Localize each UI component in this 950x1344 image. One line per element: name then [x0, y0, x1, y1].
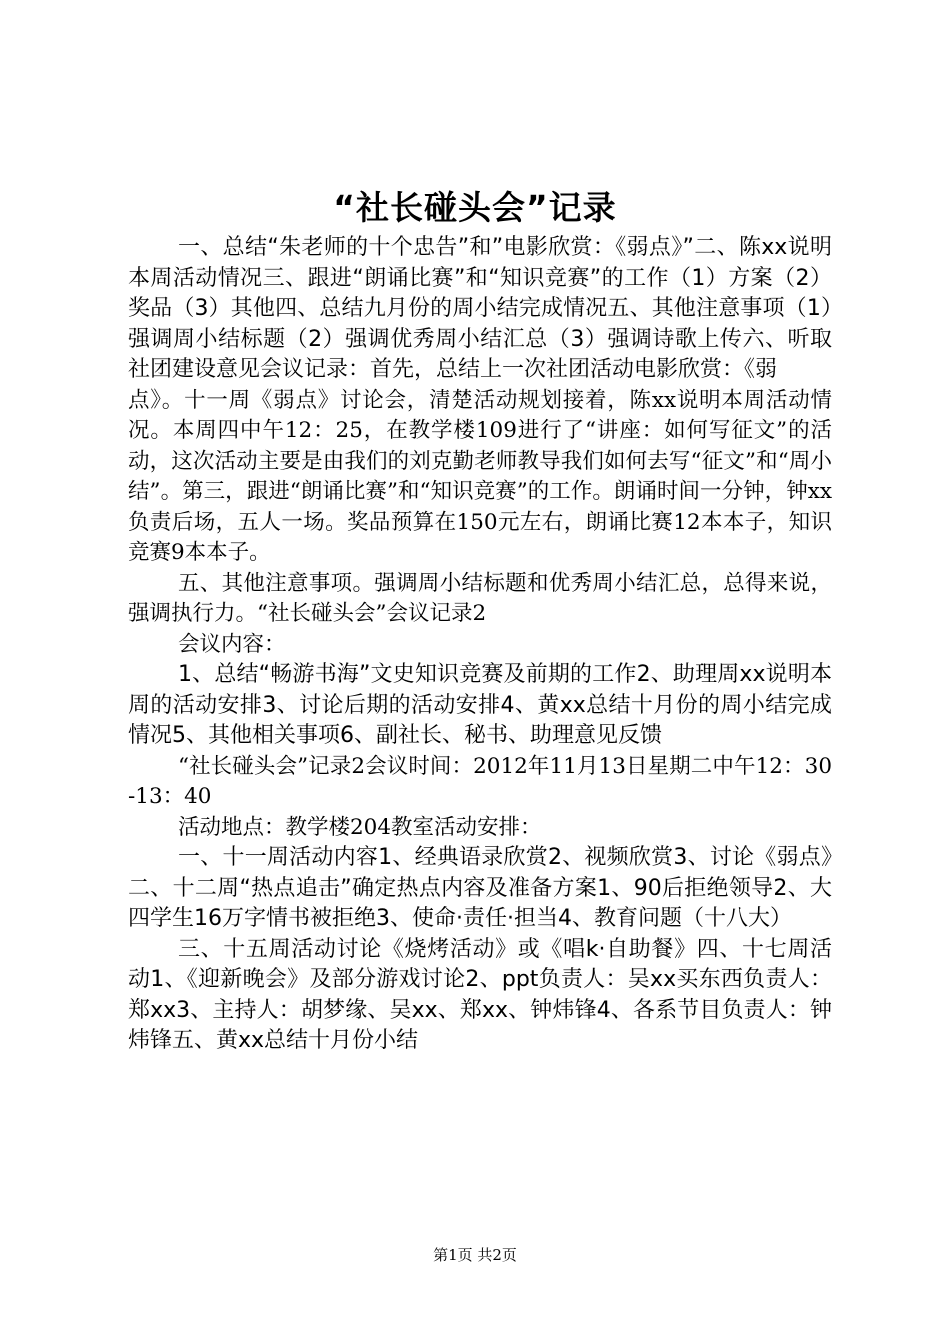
paragraph-minutes-2: 五、其他注意事项。强调周小结标题和优秀周小结汇总，总得来说，强调执行力。“社长碰头会”会议记录2: [128, 570, 832, 626]
document-title: “社长碰头会”记录: [333, 188, 617, 227]
document-body: [128, 233, 832, 1057]
paragraph-minutes-1: 点》。十一周《弱点》讨论会，清楚活动规划接着，陈xx说明本周活动情况。本周四中午12：25，在教学楼109进行了“讲座：如何写征文”的活动，这次活动主要是由我们的刘克勤老师教导我们如何去写“征文”和“周小结”。第三，跟进“朗诵比赛”和“知识竞赛”的工作。朗诵时间一分钟，钟xx负责后场，五人一场。奖品预算在150元左右，朗诵比赛12本本子，知识竞赛9本本子。: [128, 387, 832, 565]
paragraph-agenda-1: 一、总结“朱老师的十个忠告”和”电影欣赏：《弱点》”二、陈xx说明本周活动情况三、跟进“朗诵比赛”和“知识竞赛”的工作（1）方案（2）奖品（3）其他四、总结九月份的周小结完成情况五、其他注意事项（1）强调周小结标题（2）强调优秀周小结汇总（3）强调诗歌上传六、听取社团建设意见会议记录：首先，总结上一次社团活动电影欣赏：《弱: [128, 235, 832, 382]
page-number-footer: 第1页 共2页: [433, 1246, 517, 1264]
paragraph-meeting-location: 活动地点：教学楼204教室活动安排：: [178, 814, 542, 840]
paragraph-meeting-time: “社长碰头会”记录2会议时间：2012年11月13日星期二中午12：30-13：40: [128, 753, 832, 809]
paragraph-meeting-content-label: 会议内容：: [178, 631, 286, 657]
paragraph-agenda-2: 1、总结“畅游书海”文史知识竞赛及前期的工作2、助理周xx说明本周的活动安排3、讨论后期的活动安排4、黄xx总结十月份的周小结完成情况5、其他相关事项6、副社长、秘书、助理意见反馈: [128, 662, 832, 748]
paragraph-activity-plan-2: 三、十五周活动讨论《烧烤活动》或《唱k·自助餐》四、十七周活动1、《迎新晚会》及部分游戏讨论2、ppt负责人：吴xx买东西负责人：郑xx3、主持人：胡梦缘、吴xx、郑xx、钟炜锋4、各系节目负责人：钟炜锋五、黄xx总结十月份小结: [128, 936, 832, 1053]
paragraph-activity-plan-1: 一、十一周活动内容1、经典语录欣赏2、视频欣赏3、讨论《弱点》二、十二周“热点追击”确定热点内容及准备方案1、90后拒绝领导2、大四学生16万字情书被拒绝3、使命·责任·担当4、教育问题（十八大）: [128, 845, 832, 931]
